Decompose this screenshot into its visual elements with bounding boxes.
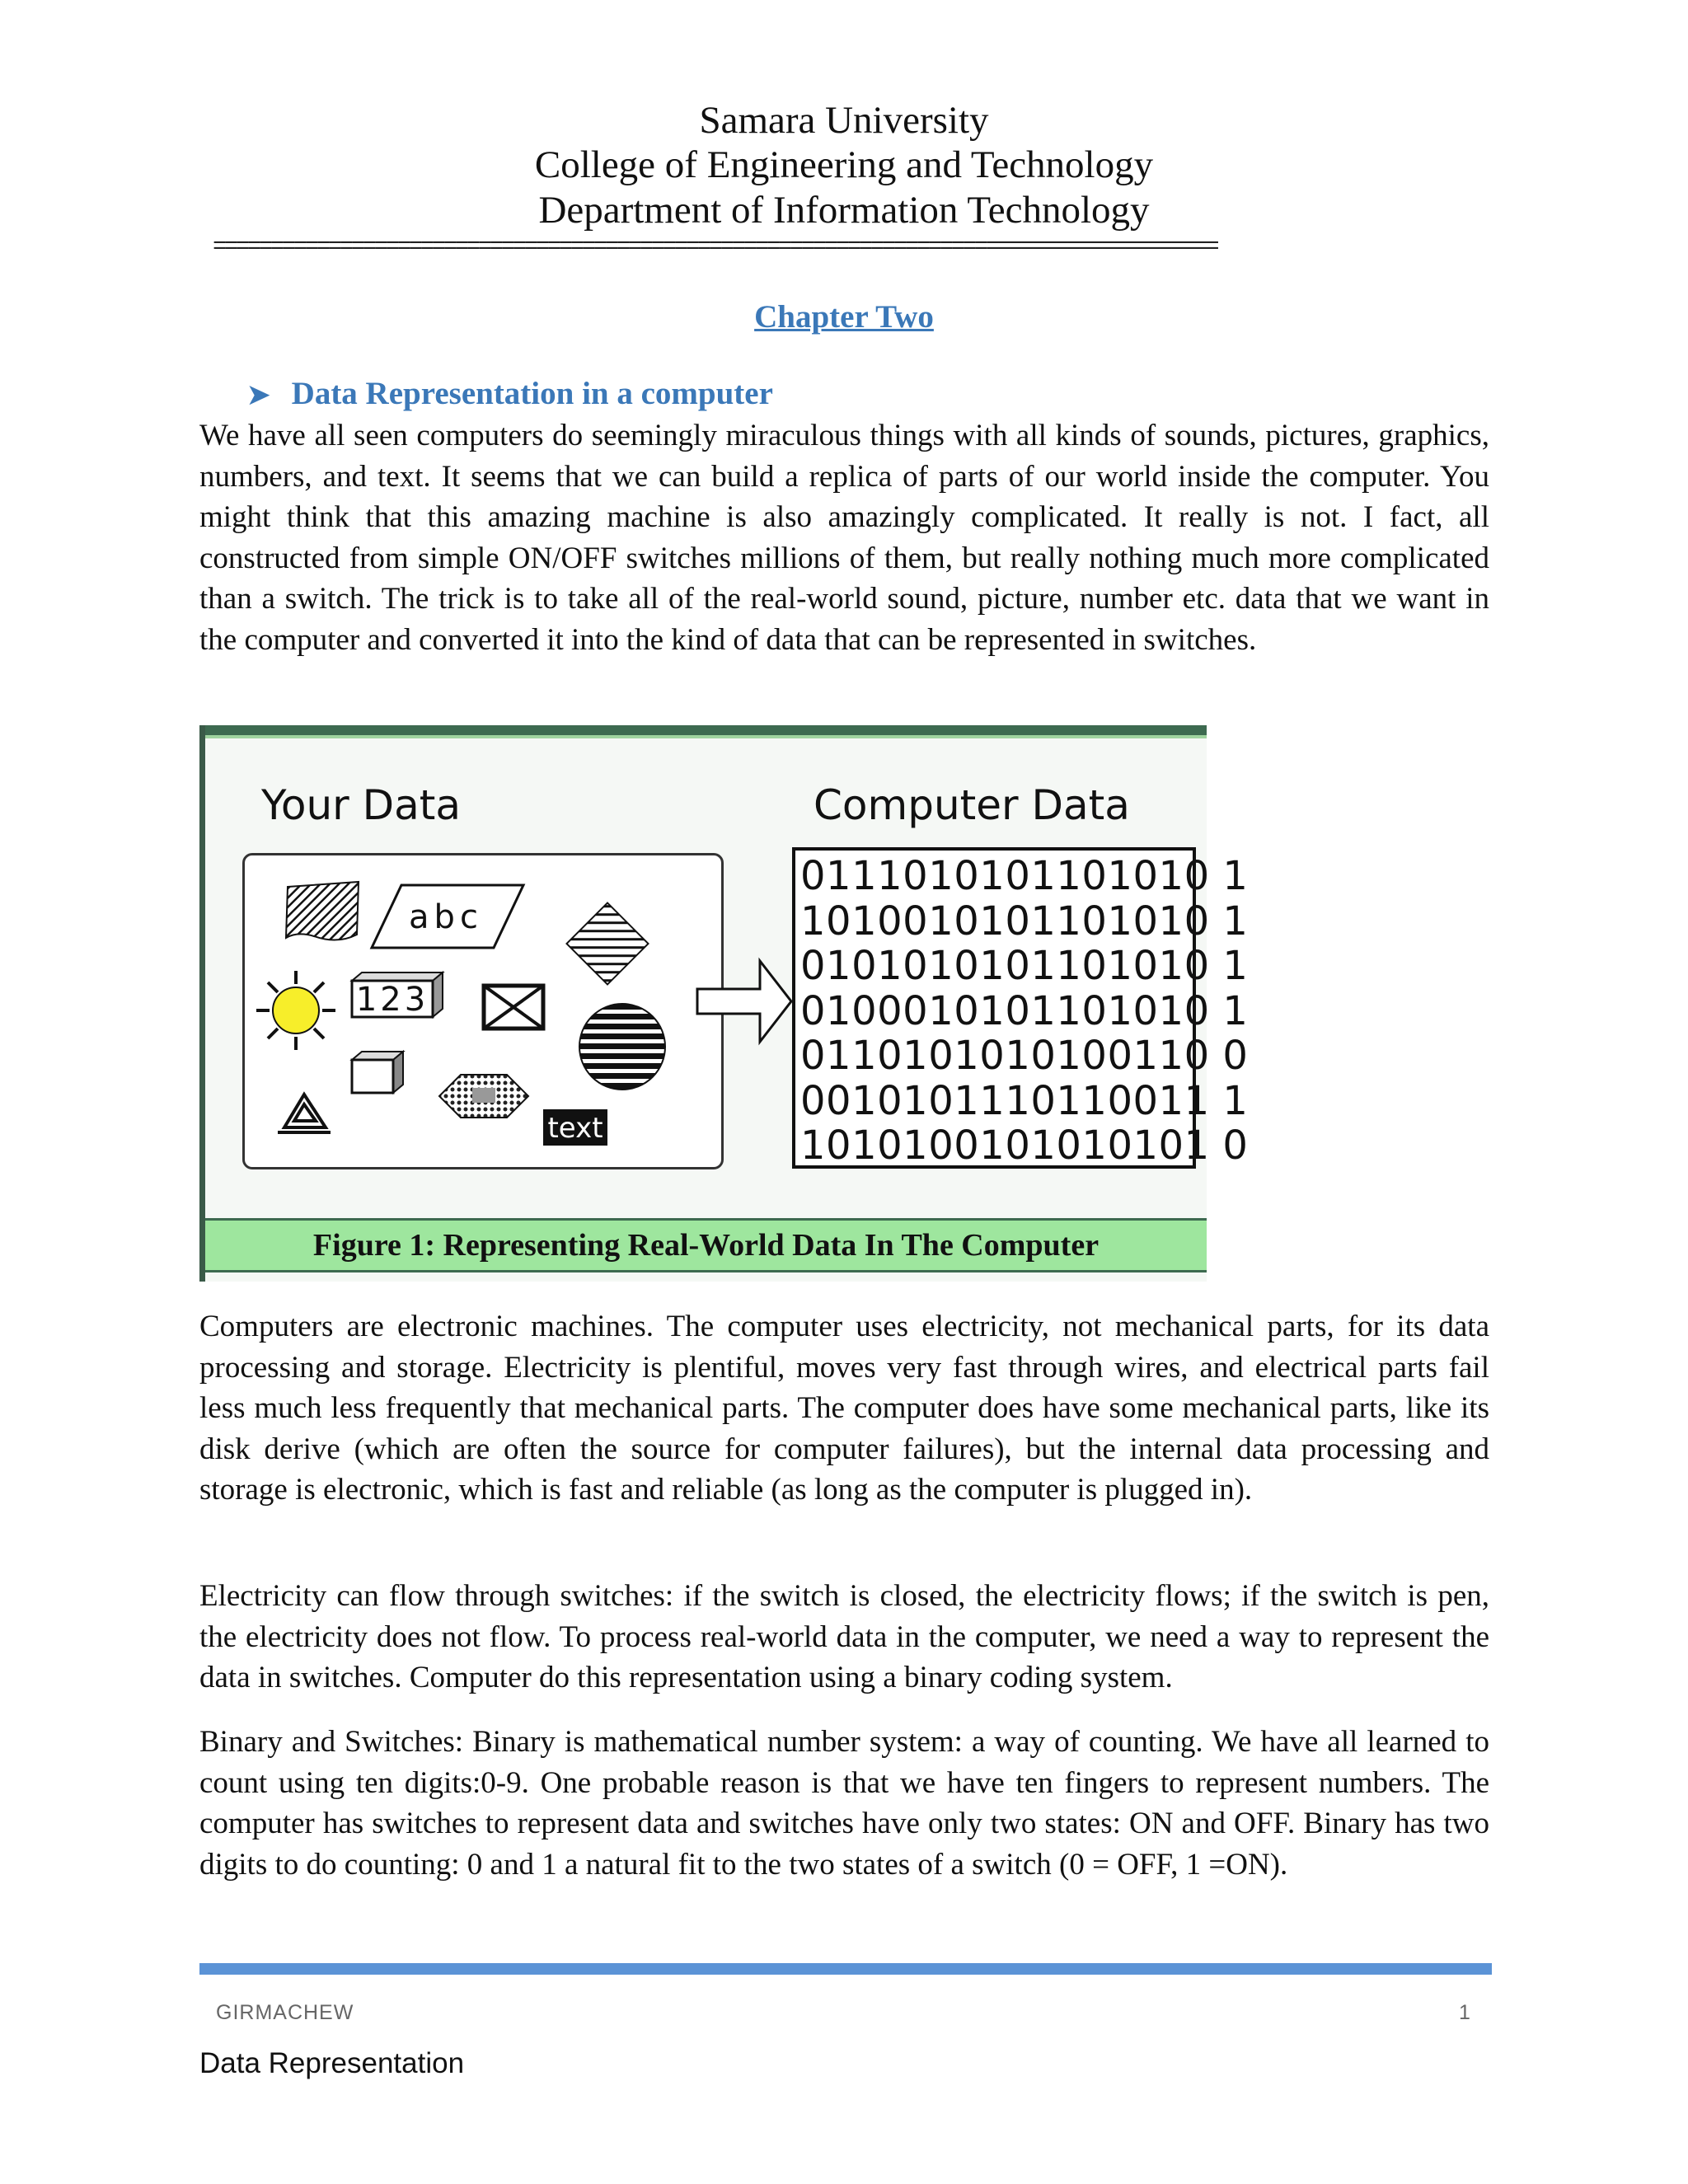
svg-text:abc: abc xyxy=(409,898,483,936)
university-name: Samara University xyxy=(699,99,989,142)
binary-row: 0101010101101010 1 xyxy=(800,943,1249,989)
paragraph-electronic: Computers are electronic machines. The computer uses electricity, not mechanical parts, for its data processing and storage. Electricity is plentiful, moves very fast through wires, and electrical parts fail less much less frequently that mechanical parts. The computer does have some mechanical parts, like its disk derive (which are often the source for computer failures), but the internal data processing and storage is electronic, which is fast and reliable (as long as the computer is plugged in). xyxy=(199,1310,1489,1507)
sun-icon xyxy=(256,971,335,1050)
audio-circle-icon xyxy=(579,1004,665,1090)
svg-text:text: text xyxy=(547,1112,603,1145)
cube-icon xyxy=(352,1052,403,1093)
binary-row: 1010010101101010 1 xyxy=(800,898,1249,944)
binary-row: 0111010101101010 1 xyxy=(800,853,1249,899)
computer-data-label: Computer Data xyxy=(814,781,1130,829)
figure-caption: Figure 1: Representing Real-World Data In The Computer xyxy=(312,1228,1100,1263)
section-title: Data Representation in a computer xyxy=(291,376,773,411)
text-label-icon xyxy=(543,1109,607,1146)
binary-row: 0100010101101010 1 xyxy=(800,987,1249,1034)
figure-data-representation xyxy=(199,725,1249,1282)
footer-divider xyxy=(199,1963,1492,1975)
text-abc-icon xyxy=(372,885,523,948)
numbers-123-icon xyxy=(352,972,443,1019)
picture-icon xyxy=(286,882,359,940)
pattern-hexagon-icon xyxy=(439,1075,528,1118)
conversion-arrow-icon xyxy=(696,956,795,1047)
svg-text:123: 123 xyxy=(355,981,429,1019)
figure-top-accent xyxy=(205,735,1207,738)
your-data-label: Your Data xyxy=(261,781,462,829)
graphics-diamond-icon xyxy=(567,903,649,985)
data-icons xyxy=(245,855,721,1167)
paragraph-intro: We have all seen computers do seemingly miraculous things with all kinds of sounds, pictures, graphics, numbers, and text. It seems that we can build a replica of parts of our world inside the computer. You might think that this amazing machine is also amazingly complicated. It really is not. I fact, all constructed from simple ON/OFF switches millions of them, but really nothing much more complicated than a switch. The trick is to take all of the real-world sound, picture, number etc. data that we want in the computer and converted it into the kind of data that can be represented in switches. xyxy=(199,419,1489,657)
binary-data-box xyxy=(792,847,1249,1169)
recycle-icon xyxy=(278,1094,331,1132)
paragraph-electricity: Electricity can flow through switches: if the switch is closed, the electricity flows; if the switch is pen, the electricity does not flow. To process real-world data in the computer, we need a way to represent the data in switches. Computer do this representation using a binary coding system. xyxy=(199,1579,1489,1694)
binary-row: 0010101110110011 1 xyxy=(800,1077,1249,1124)
page-number: 1 xyxy=(1459,2001,1470,2024)
your-data-box xyxy=(242,853,724,1169)
footer-document-title: Data Representation xyxy=(199,2047,465,2079)
college-name: College of Engineering and Technology xyxy=(534,143,1154,186)
email-envelope-icon xyxy=(484,986,543,1029)
footer-author: GIRMACHEW xyxy=(216,2001,354,2024)
binary-row: 1010100101010101 0 xyxy=(800,1122,1249,1169)
figure-top-border xyxy=(205,725,1207,735)
department-name: Department of Information Technology xyxy=(538,189,1150,232)
arrow-bullet-icon: ➤ xyxy=(247,381,270,410)
figure-caption-bar xyxy=(205,1218,1207,1272)
header-separator: ======================================================================================= xyxy=(213,233,1217,260)
paragraph-binary: Binary and Switches: Binary is mathematical number system: a way of counting. We have all learned to count using ten digits:0-9. One probable reason is that we have ten fingers to represent numbers. The computer has switches to represent data and switches have only two states: ON and OFF. Binary has two digits to do counting: 0 and 1 a natural fit to the two states of a switch (0 = OFF, 1 =ON). xyxy=(199,1725,1489,1882)
section-heading xyxy=(247,375,773,412)
chapter-title: Chapter Two xyxy=(754,299,934,335)
binary-row: 0110101010100110 0 xyxy=(800,1033,1249,1079)
